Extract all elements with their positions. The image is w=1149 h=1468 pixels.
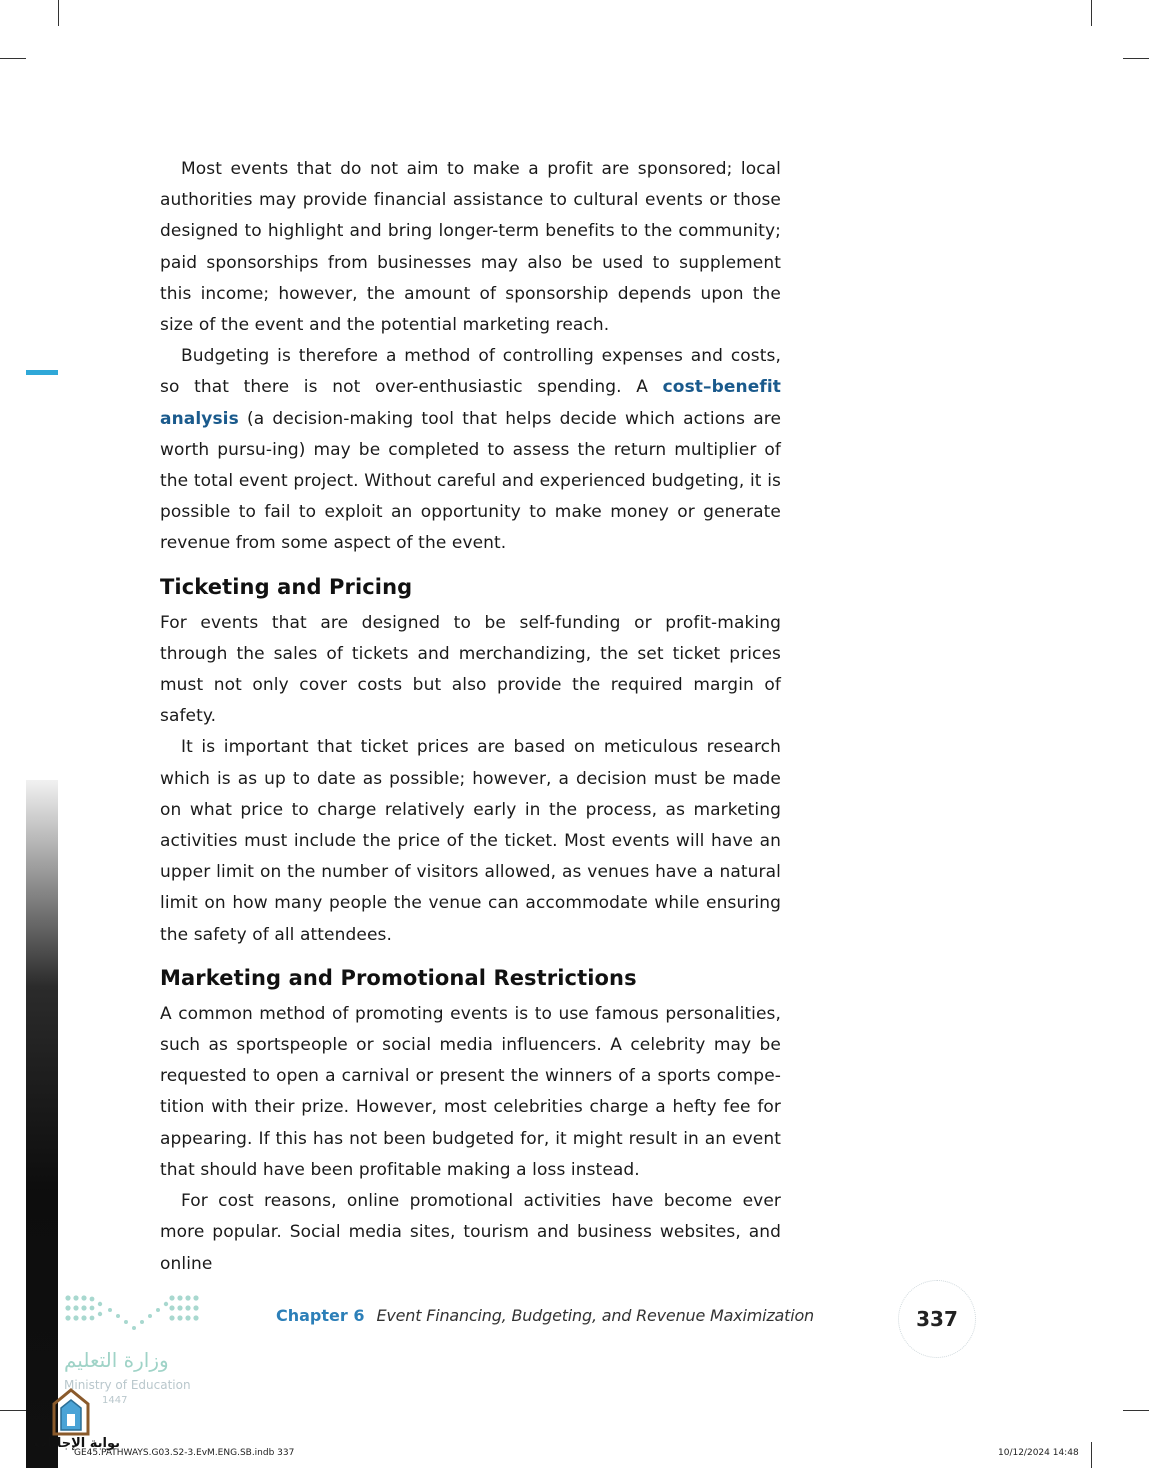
chapter-title: Event Financing, Budgeting, and Revenue Maximization — [376, 1306, 814, 1325]
paragraph-sponsorship: Most events that do not aim to make a profit are sponsored; local authorities may provide financial assistance to cultural events or those designed to highlight and bring longer-term benefits to the community; paid sponsorships from businesses may also be used to supplement this income; however, the amount of sponsorship depends upon the size of the event and the potential marketing reach. — [160, 159, 781, 336]
crop-mark-top-left-v — [58, 0, 59, 26]
print-slug-file: GE45.PATHWAYS.G03.S2-3.EvM.ENG.SB.indb 337 — [74, 1448, 295, 1458]
crop-mark-bottom-left-h — [0, 1410, 26, 1411]
chapter-footer — [276, 1306, 814, 1325]
crop-mark-top-left-h — [0, 58, 26, 59]
lantern-icon — [48, 1388, 94, 1438]
chapter-label: Chapter 6 — [276, 1306, 365, 1325]
paragraph-ticket-prices: For events that are designed to be self-funding or profit-making through the sales of tickets and merchandizing, the set ticket prices must not only cover costs but also provide the required margin of safety. — [160, 612, 781, 727]
paragraph-budgeting-text-a: Budgeting is therefore a method of controlling expenses and costs, so that there is not over-enthusiastic spending. A — [160, 346, 781, 398]
ministry-year: 1447 — [102, 1395, 128, 1406]
paragraph-online-promotion: For cost reasons, online promotional activities have become ever more popular. Social media sites, tourism and business websites, and online — [160, 1191, 781, 1274]
crop-mark-top-right-h — [1123, 58, 1149, 59]
ministry-name-english: Ministry of Education — [64, 1378, 191, 1392]
print-slug-date: 10/12/2024 14:48 — [998, 1448, 1079, 1458]
heading-marketing-restrictions: Marketing and Promotional Restrictions — [160, 965, 637, 990]
margin-accent-mark — [26, 370, 58, 375]
paragraph-budgeting-text-b: (a decision-making tool that helps decide which actions are worth pursu-ing) may be completed to assess the return multiplier of the total event project. Without careful and experienced budgeting, it is possible to fail to exploit an opportunity to make money or generate revenue from some aspect of the event. — [160, 408, 781, 554]
paragraph-celebrities: A common method of promoting events is to use famous personalities, such as sportspeople or social media influencers. A celebrity may be requested to open a carnival or present the winners of a sports compe-tition with their prize. However, most celebrities charge a hefty fee for appearing. If this has not been budgeted for, it might result in an event that should have been profitable making a loss instead. — [160, 1003, 781, 1180]
page-number: 337 — [898, 1280, 976, 1358]
crop-mark-bottom-right-v — [1091, 1442, 1092, 1468]
crop-mark-bottom-right-h — [1123, 1410, 1149, 1411]
paragraph-budgeting — [160, 341, 781, 559]
ministry-logo-dots — [62, 1292, 202, 1336]
side-photo-strip — [26, 780, 58, 1468]
paragraph-ticket-research: It is important that ticket prices are based on meticulous research which is as up to date as possible; however, a decision must be made on what price to charge relatively early in the process, as marketing activities must include the price of the ticket. Most events will have an upper limit on the number of visitors allowed, as venues have a natural limit on how many people the venue can accommodate while ensuring the safety of all attendees. — [160, 737, 781, 945]
ministry-name-arabic: وزارة التعليم — [64, 1348, 169, 1372]
heading-ticketing-pricing: Ticketing and Pricing — [160, 574, 413, 599]
page-body — [160, 154, 781, 1280]
key-term-cost-benefit: cost–benefit analysis — [160, 377, 781, 429]
crop-mark-top-right-v — [1091, 0, 1092, 26]
portal-watermark-text: بوابة الإجابات — [34, 1436, 120, 1451]
